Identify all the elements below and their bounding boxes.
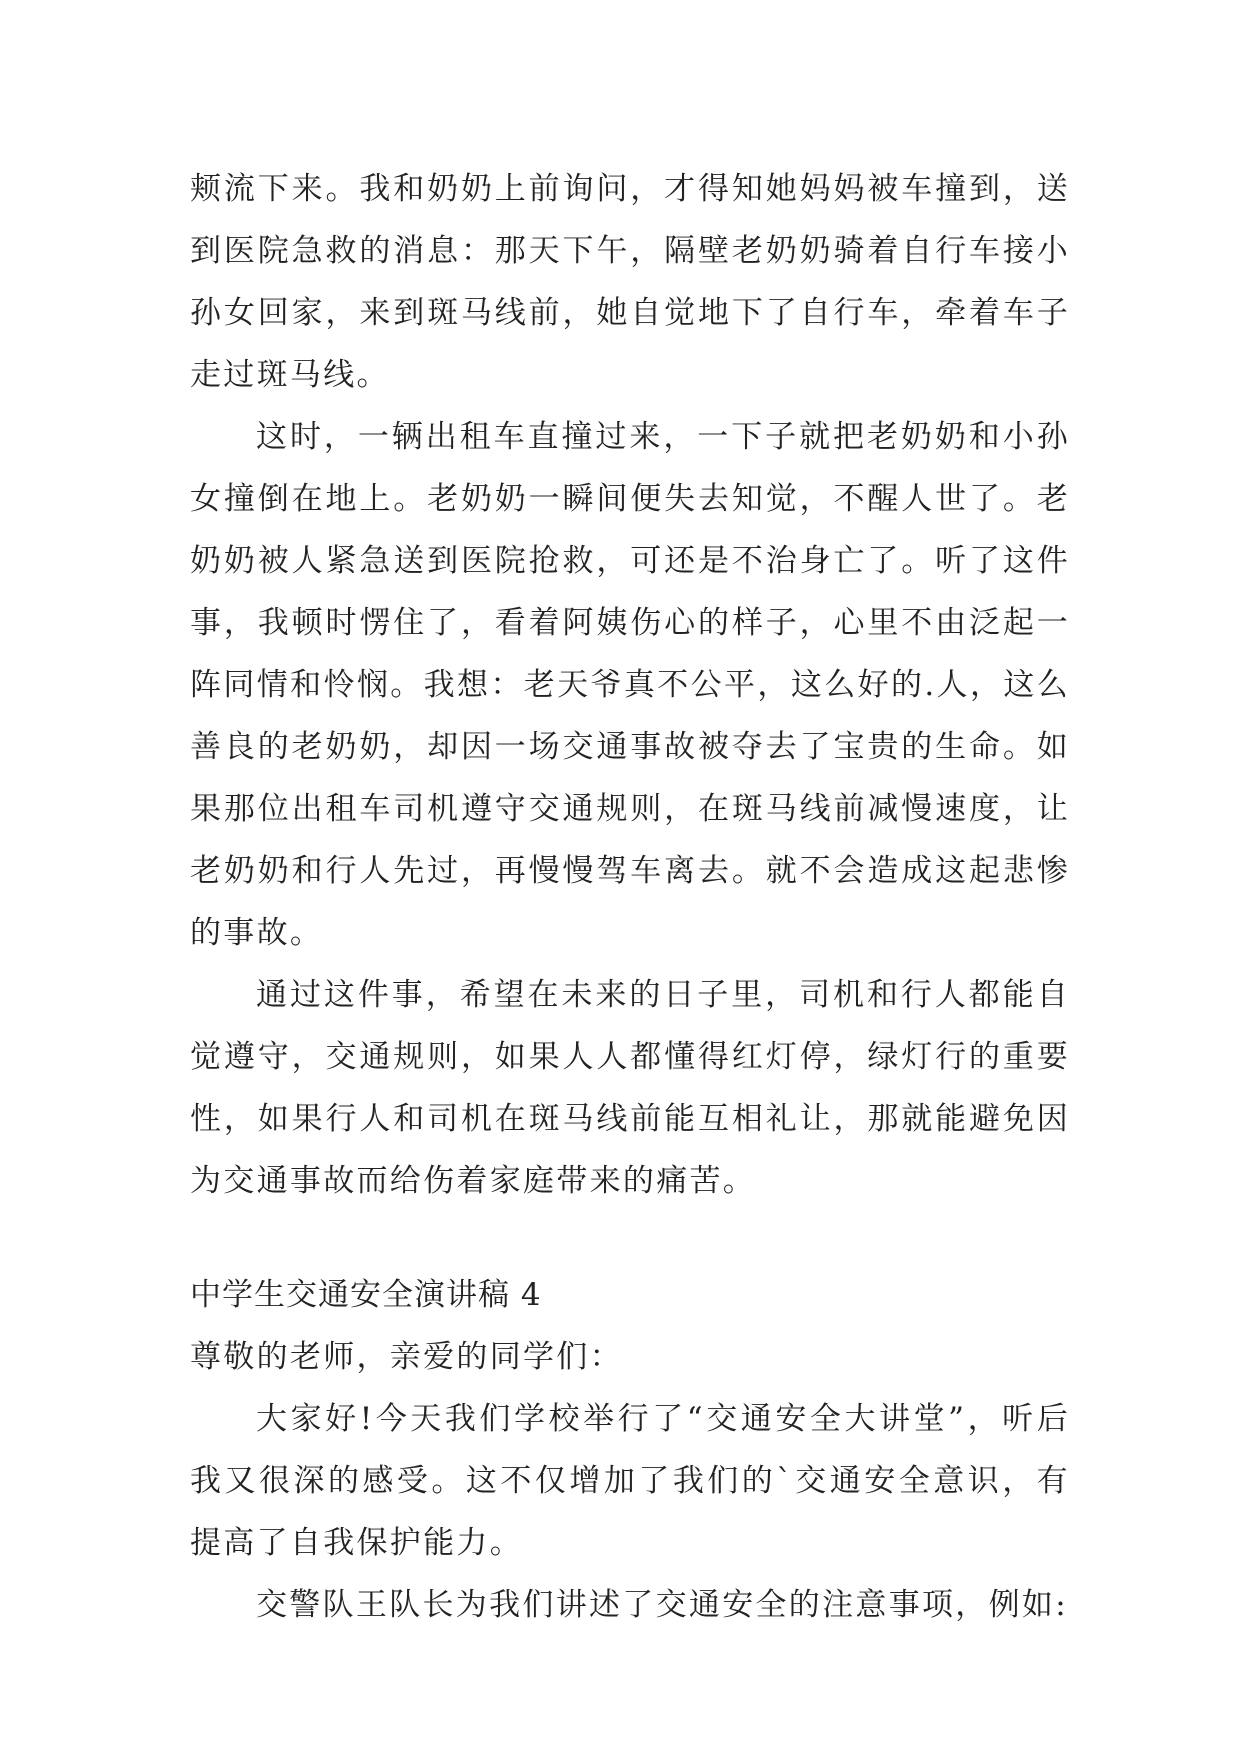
section-gap — [190, 1212, 1070, 1264]
paragraph-accident: 这时，一辆出租车直撞过来，一下子就把老奶奶和小孙女撞倒在地上。老奶奶一瞬间便失去知觉，不醒人世了。老奶奶被人紧急送到医院抢救，可还是不治身亡了。听了这件事，我顿时愣住了，看着阿姨伤心的样子，心里不由泛起一阵同情和怜悯。我想：老天爷真不公平，这么好的.人，这么善良的老奶奶，却因一场交通事故被夺去了宝贵的生命。如果那位出租车司机遵守交通规则，在斑马线前减慢速度，让老奶奶和行人先过，再慢慢驾车离去。就不会造成这起悲惨的事故。 — [190, 419, 1070, 951]
paragraph-continuation: 颊流下来。我和奶奶上前询问，才得知她妈妈被车撞到，送到医院急救的消息：那天下午，隔壁老奶奶骑着自行车接小孙女回家，来到斑马线前，她自觉地下了自行车，牵着车子走过斑马线。 — [190, 171, 1070, 393]
paragraph-greeting: 大家好!今天我们学校举行了“交通安全大讲堂”，听后我又很深的感受。这不仅增加了我们的`交通安全意识，有提高了自我保护能力。 — [190, 1401, 1070, 1561]
salutation: 尊敬的老师，亲爱的同学们： — [190, 1339, 623, 1375]
section-title: 中学生交通安全演讲稿 4 — [190, 1277, 542, 1313]
paragraph-police: 交警队王队长为我们讲述了交通安全的注意事项，例如: — [256, 1587, 1068, 1623]
paragraph-hope: 通过这件事，希望在未来的日子里，司机和行人都能自觉遵守，交通规则，如果人人都懂得红灯停，绿灯行的重要性，如果行人和司机在斑马线前能互相礼让，那就能避免因为交通事故而给伤着家庭带来的痛苦。 — [190, 977, 1070, 1199]
document-page — [190, 158, 1070, 1636]
